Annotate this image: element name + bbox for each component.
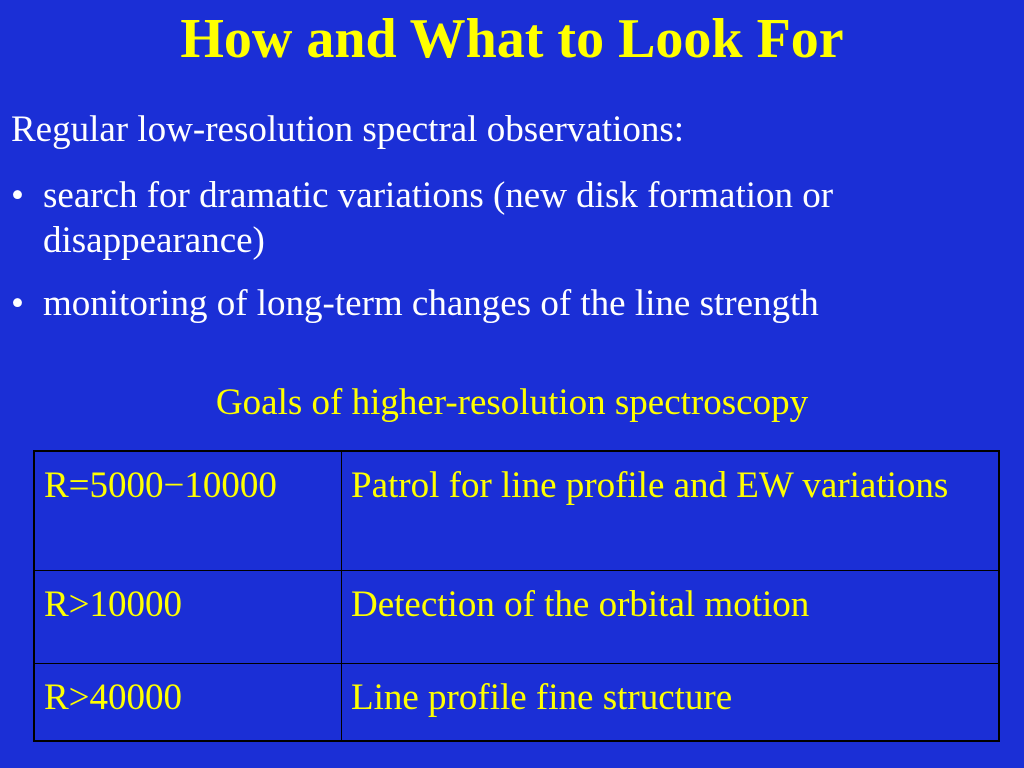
- goal-cell: Patrol for line profile and EW variations: [342, 451, 1000, 571]
- goals-table: [33, 450, 1000, 742]
- bullet-list: [11, 173, 1016, 344]
- slide-title: How and What to Look For: [180, 8, 844, 70]
- resolution-cell: R>40000: [34, 664, 342, 742]
- table-row: [34, 664, 999, 742]
- bullet-dot: •: [11, 283, 24, 324]
- table-row: [34, 451, 999, 571]
- bullet-dot: •: [11, 175, 24, 216]
- bullet-text: search for dramatic variations (new disk formation or disappearance): [43, 175, 834, 261]
- table-subtitle: Goals of higher-resolution spectroscopy: [215, 382, 809, 423]
- resolution-cell: R=5000−10000: [34, 451, 342, 571]
- bullet-item: [11, 281, 1016, 326]
- bullet-text: monitoring of long-term changes of the line strength: [43, 283, 819, 324]
- resolution-cell: R>10000: [34, 571, 342, 664]
- goal-cell: Detection of the orbital motion: [342, 571, 1000, 664]
- table-row: [34, 571, 999, 664]
- bullet-item: [11, 173, 1016, 263]
- goal-cell: Line profile fine structure: [342, 664, 1000, 742]
- intro-text: Regular low-resolution spectral observations:: [11, 109, 685, 150]
